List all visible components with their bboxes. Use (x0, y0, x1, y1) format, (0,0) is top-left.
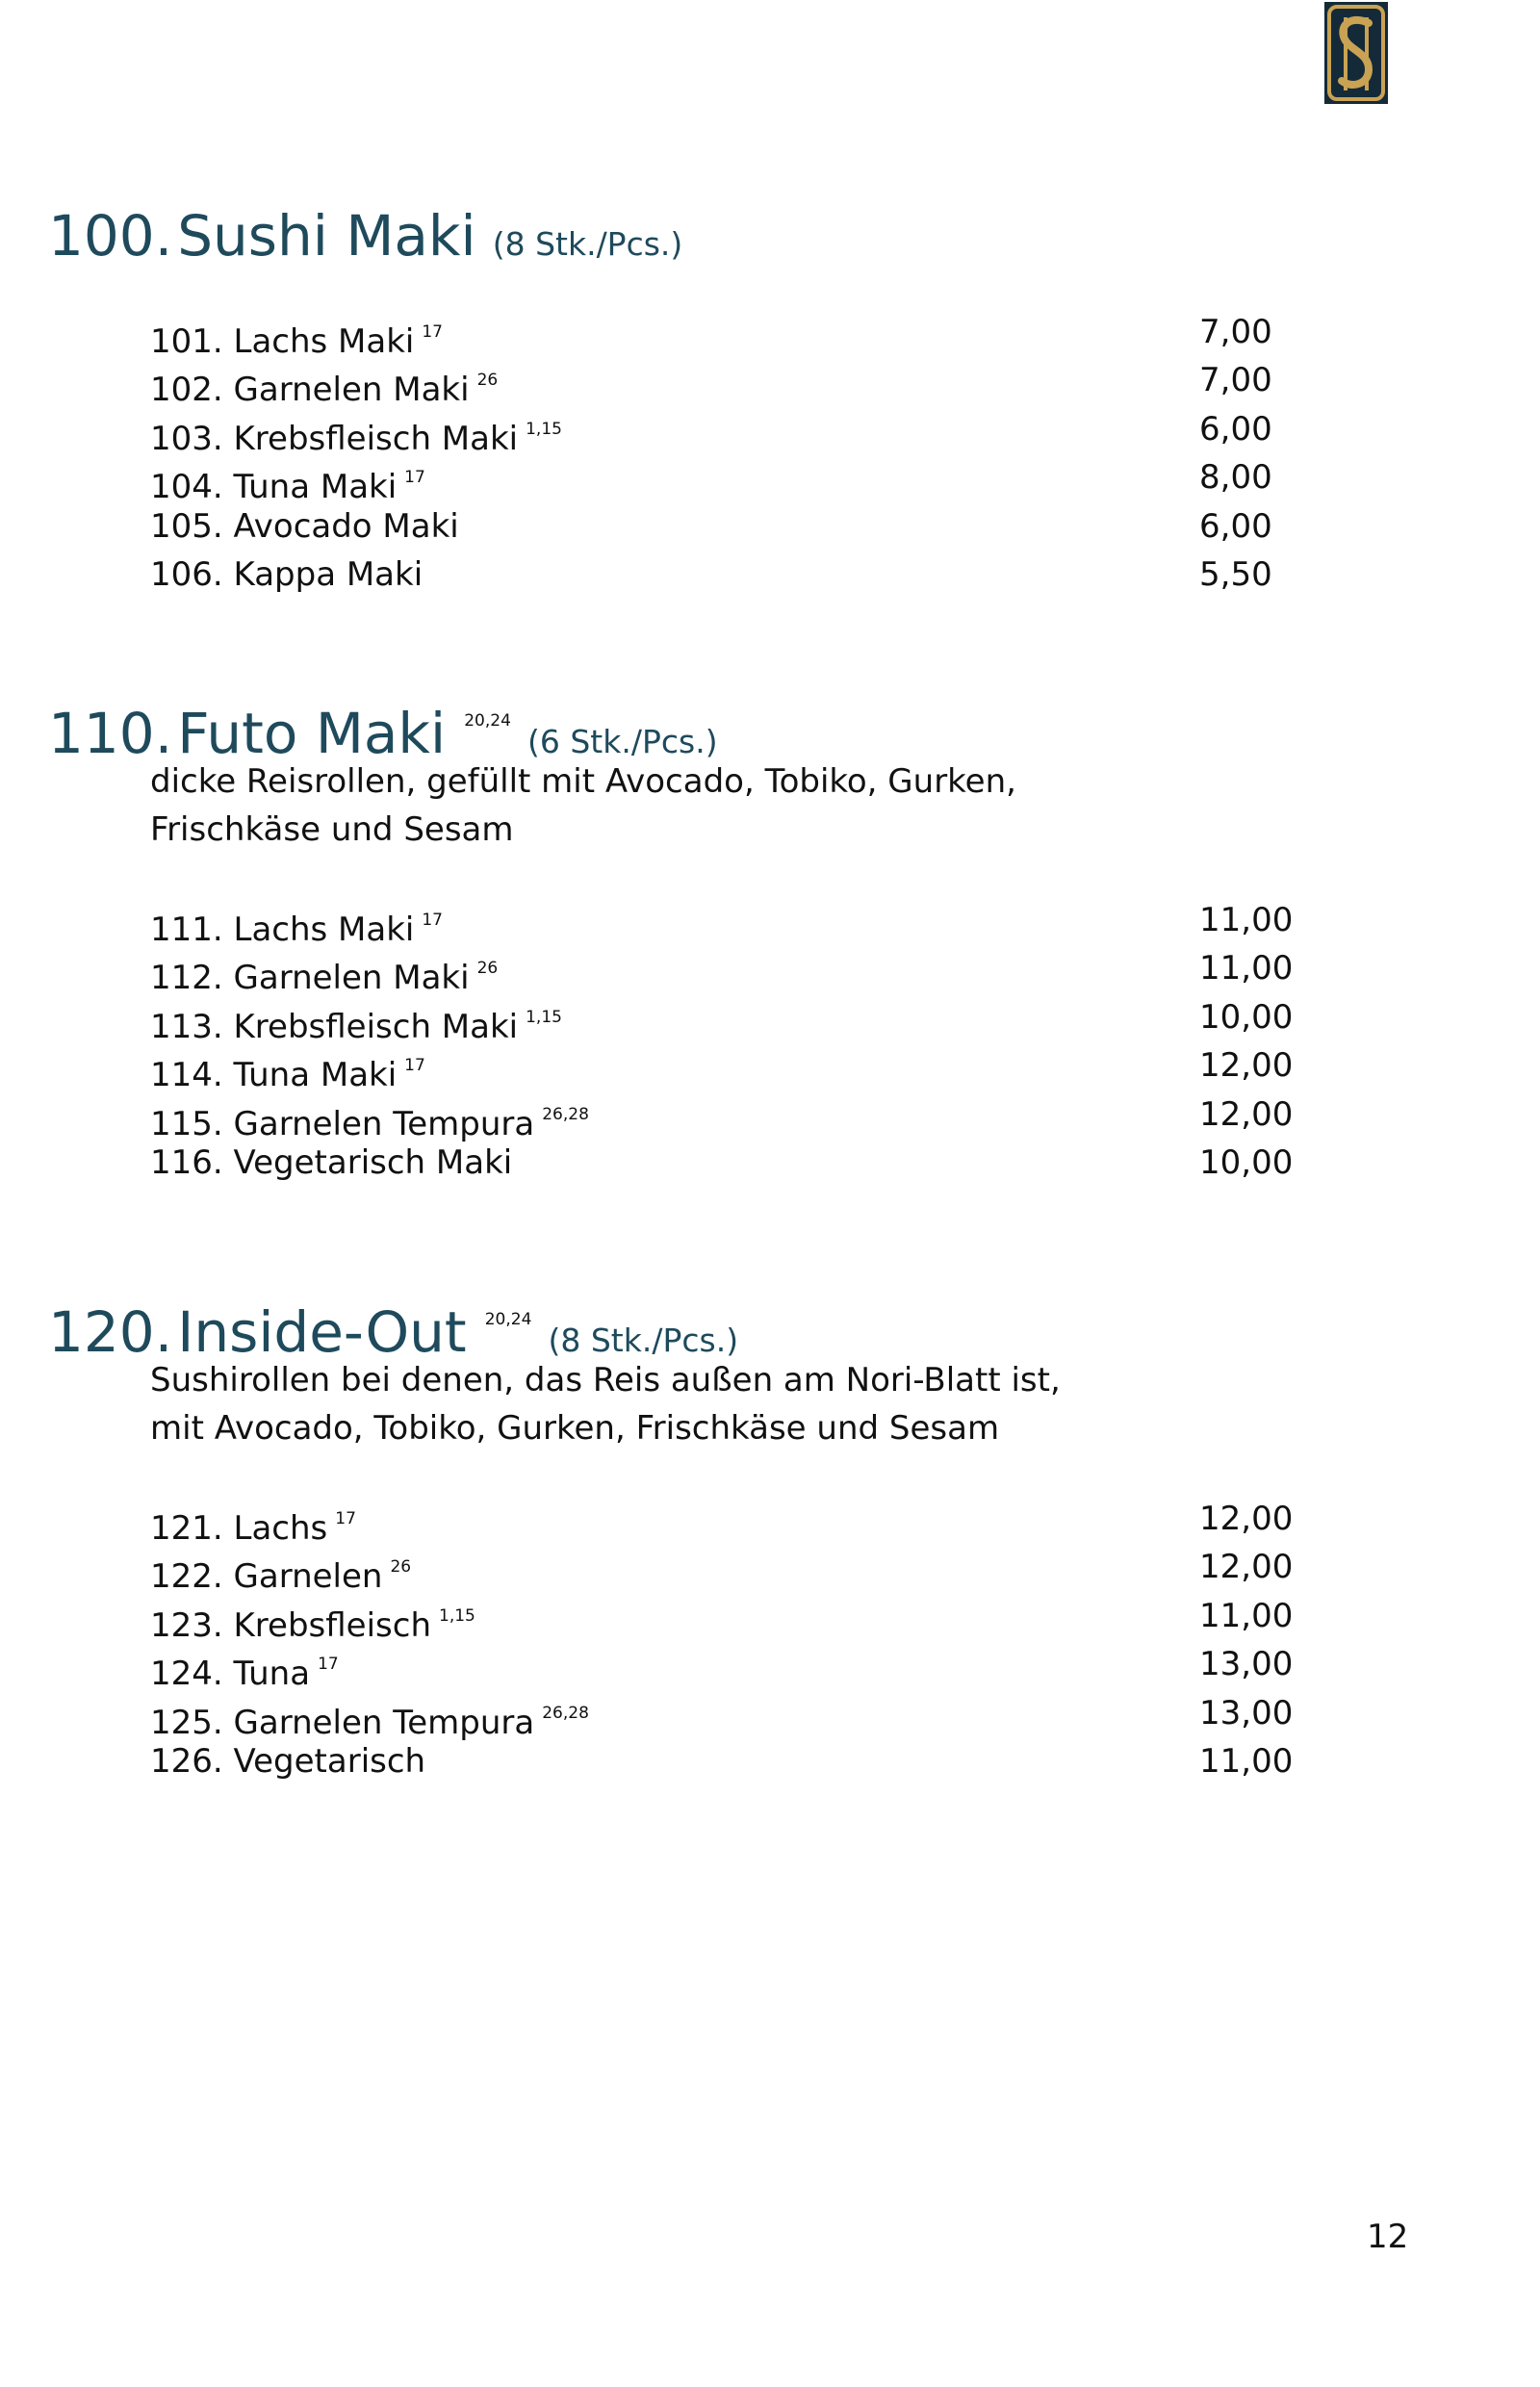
item-price: 6,00 (1199, 506, 1272, 546)
menu-item (150, 405, 1286, 458)
item-allergens: 17 (318, 1655, 339, 1675)
menu-item-list (150, 896, 1294, 1187)
menu-item (150, 453, 1286, 507)
menu-item (150, 356, 1286, 410)
section-number: 100. (48, 203, 173, 269)
menu-item-list (150, 308, 1286, 599)
section-allergens: 20,24 (484, 1310, 532, 1329)
section-count: (6 Stk./Pcs.) (527, 723, 718, 760)
section-number: 120. (48, 1299, 173, 1365)
item-name: 123. Krebsfleisch (150, 1605, 431, 1645)
page-number: 12 (1367, 2218, 1409, 2256)
item-name: 113. Krebsfleisch Maki (150, 1007, 519, 1046)
section-heading (48, 202, 682, 270)
item-price: 12,00 (1199, 1046, 1294, 1086)
item-price: 12,00 (1199, 1548, 1294, 1587)
item-allergens: 1,15 (526, 1007, 562, 1027)
menu-item (150, 1640, 1294, 1694)
item-price: 7,00 (1199, 313, 1272, 351)
menu-item (150, 896, 1294, 949)
section-description-line: dicke Reisrollen, gefüllt mit Avocado, Tobiko, Gurken, (150, 762, 1016, 801)
item-allergens: 26 (476, 959, 499, 979)
item-allergens: 17 (422, 322, 443, 342)
item-allergens: 17 (404, 1056, 425, 1076)
item-price: 13,00 (1199, 1645, 1294, 1684)
menu-item (150, 1041, 1294, 1095)
restaurant-monogram-logo (1324, 2, 1388, 104)
menu-item (150, 993, 1294, 1046)
item-price: 7,00 (1199, 361, 1272, 400)
section-description-line: mit Avocado, Tobiko, Gurken, Frischkäse und Sesam (150, 1409, 1000, 1448)
item-price: 13,00 (1199, 1693, 1294, 1732)
menu-item (150, 1495, 1294, 1548)
menu-item (150, 1139, 1294, 1187)
item-name: 116. Vegetarisch Maki (150, 1142, 513, 1182)
item-price: 10,00 (1199, 1142, 1294, 1182)
section-count: (8 Stk./Pcs.) (548, 1322, 739, 1359)
item-price: 12,00 (1199, 1094, 1294, 1134)
item-name: 106. Kappa Maki (150, 554, 424, 594)
menu-item (150, 308, 1286, 361)
item-name: 103. Krebsfleisch Maki (150, 419, 519, 458)
section-title: Futo Maki (177, 701, 447, 766)
menu-item (150, 1543, 1294, 1597)
item-allergens: 26,28 (542, 1703, 589, 1723)
section-number: 110. (48, 701, 173, 766)
item-name: 102. Garnelen Maki (150, 371, 470, 410)
item-price: 11,00 (1199, 901, 1294, 939)
item-name: 111. Lachs Maki (150, 911, 415, 949)
item-name: 104. Tuna Maki (150, 468, 398, 507)
item-allergens: 26 (390, 1557, 412, 1578)
menu-item (150, 1737, 1294, 1785)
item-name: 122. Garnelen (150, 1557, 383, 1597)
item-price: 6,00 (1199, 409, 1272, 449)
item-name: 112. Garnelen Maki (150, 959, 470, 998)
item-name: 115. Garnelen Tempura (150, 1104, 535, 1143)
menu-item (150, 944, 1294, 998)
item-allergens: 1,15 (526, 419, 562, 439)
item-price: 12,00 (1199, 1500, 1294, 1538)
section-count: (8 Stk./Pcs.) (492, 225, 683, 263)
item-allergens: 17 (335, 1509, 356, 1528)
item-allergens: 26,28 (542, 1104, 589, 1124)
section-title: Inside-Out (177, 1299, 467, 1365)
item-name: 101. Lachs Maki (150, 322, 415, 361)
item-allergens: 17 (422, 911, 443, 930)
item-allergens: 1,15 (439, 1605, 475, 1626)
menu-item (150, 551, 1286, 599)
item-name: 105. Avocado Maki (150, 506, 459, 546)
item-name: 121. Lachs (150, 1509, 328, 1548)
menu-item (150, 1592, 1294, 1645)
item-name: 114. Tuna Maki (150, 1056, 398, 1095)
section-allergens: 20,24 (464, 711, 511, 731)
menu-item (150, 502, 1286, 551)
item-price: 11,00 (1199, 1596, 1294, 1635)
item-price: 5,50 (1199, 554, 1272, 594)
item-name: 124. Tuna (150, 1655, 311, 1694)
item-price: 11,00 (1199, 1741, 1294, 1781)
item-price: 11,00 (1199, 949, 1294, 988)
item-allergens: 26 (476, 371, 499, 391)
menu-item-list (150, 1495, 1294, 1785)
item-name: 126. Vegetarisch (150, 1741, 426, 1781)
section-description-line: Frischkäse und Sesam (150, 810, 514, 849)
section-description-line: Sushirollen bei denen, das Reis außen am Nori-Blatt ist, (150, 1361, 1061, 1399)
section-title: Sushi Maki (177, 203, 476, 269)
item-allergens: 17 (404, 468, 425, 488)
item-price: 10,00 (1199, 997, 1294, 1037)
item-name: 125. Garnelen Tempura (150, 1703, 535, 1742)
menu-item (150, 1689, 1294, 1742)
menu-item (150, 1091, 1294, 1143)
item-price: 8,00 (1199, 458, 1272, 498)
